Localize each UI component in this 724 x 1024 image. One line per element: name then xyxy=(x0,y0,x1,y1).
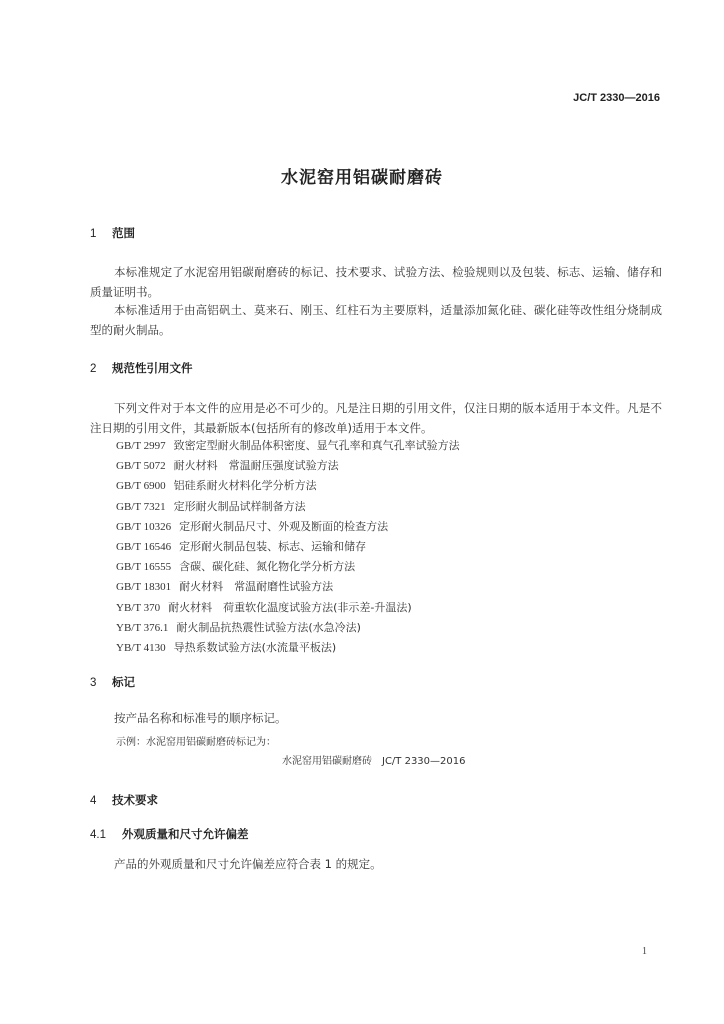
reference-item xyxy=(116,598,460,618)
section-title: 规范性引用文件 xyxy=(112,361,193,375)
reference-name: 耐火制品抗热震性试验方法(水急冷法) xyxy=(176,620,361,634)
example-value: 水泥窑用铝碳耐磨砖 JC/T 2330—2016 xyxy=(282,756,466,767)
reference-code: YB/T 376.1 xyxy=(116,621,169,634)
section-4-heading xyxy=(90,792,158,808)
section-number: 1 xyxy=(90,228,97,240)
section-title: 范围 xyxy=(112,226,136,240)
reference-item xyxy=(116,537,460,557)
reference-code: GB/T 16555 xyxy=(116,561,172,574)
reference-code: GB/T 7321 xyxy=(116,500,166,513)
reference-name: 耐火材料 常温耐压强度试验方法 xyxy=(173,459,339,473)
reference-name: 耐火材料 常温耐磨性试验方法 xyxy=(179,580,334,594)
reference-name: 致密定型耐火制品体积密度、显气孔率和真气孔率试验方法 xyxy=(173,439,460,452)
standard-code: JC/T 2330—2016 xyxy=(573,92,660,104)
section-number: 3 xyxy=(90,677,97,689)
reference-name: 耐火材料 荷重软化温度试验方法(非示差-升温法) xyxy=(168,600,412,614)
section-3-paragraph: 按产品名称和标准号的顺序标记。 xyxy=(114,711,287,725)
reference-item xyxy=(116,557,460,577)
reference-code: GB/T 6900 xyxy=(116,480,166,493)
section-4-1-paragraph: 产品的外观质量和尺寸允许偏差应符合表 1 的规定。 xyxy=(114,857,382,871)
reference-code: GB/T 2997 xyxy=(116,440,166,452)
example-label: 示例：水泥窑用铝碳耐磨砖标记为： xyxy=(116,737,276,748)
reference-item xyxy=(116,456,460,476)
subsection-4-1-heading xyxy=(90,826,249,842)
page-number: 1 xyxy=(642,946,647,957)
section-1-paragraph-1: 本标准规定了水泥窑用铝碳耐磨砖的标记、技术要求、试验方法、检验规则以及包装、标志、运输、储存和质量证明书。 xyxy=(90,265,662,299)
reference-code: YB/T 4130 xyxy=(116,642,166,655)
section-1-heading xyxy=(90,225,135,241)
reference-name: 导热系数试验方法(水流量平板法) xyxy=(173,641,337,655)
reference-name: 定形耐火制品尺寸、外观及断面的检查方法 xyxy=(179,519,389,533)
document-title: 水泥窑用铝碳耐磨砖 xyxy=(281,168,443,188)
reference-code: GB/T 18301 xyxy=(116,581,172,594)
subsection-title: 外观质量和尺寸允许偏差 xyxy=(122,827,249,841)
reference-code: YB/T 370 xyxy=(116,601,161,614)
reference-code: GB/T 5072 xyxy=(116,460,166,473)
section-title: 标记 xyxy=(112,675,136,689)
reference-item xyxy=(116,497,460,517)
subsection-number: 4.1 xyxy=(90,829,106,841)
section-title: 技术要求 xyxy=(112,793,159,807)
section-number: 4 xyxy=(90,795,97,807)
normative-references-list xyxy=(116,436,460,658)
reference-item xyxy=(116,638,460,658)
reference-code: GB/T 10326 xyxy=(116,520,172,533)
section-2-paragraph: 下列文件对于本文件的应用是必不可少的。凡是注日期的引用文件，仅注日期的版本适用于本文件。凡是不注日期的引用文件，其最新版本(包括所有的修改单)适用于本文件。 xyxy=(90,401,662,435)
reference-name: 铝硅系耐火材料化学分析方法 xyxy=(173,479,317,493)
section-1-paragraph-2: 本标准适用于由高铝矾土、莫来石、刚玉、红柱石为主要原料，适量添加氮化硅、碳化硅等改性组分烧制成型的耐火制品。 xyxy=(90,303,662,337)
reference-item xyxy=(116,436,460,456)
reference-name: 定形耐火制品包装、标志、运输和储存 xyxy=(179,540,367,554)
section-2-heading xyxy=(90,360,193,376)
section-3-heading xyxy=(90,674,135,690)
reference-item xyxy=(116,577,460,597)
reference-item xyxy=(116,476,460,496)
reference-item xyxy=(116,517,460,537)
reference-name: 含碳、碳化硅、氮化物化学分析方法 xyxy=(179,560,356,574)
reference-item xyxy=(116,618,460,638)
reference-code: GB/T 16546 xyxy=(116,541,172,554)
section-number: 2 xyxy=(90,363,97,375)
reference-name: 定形耐火制品试样制备方法 xyxy=(173,499,306,513)
